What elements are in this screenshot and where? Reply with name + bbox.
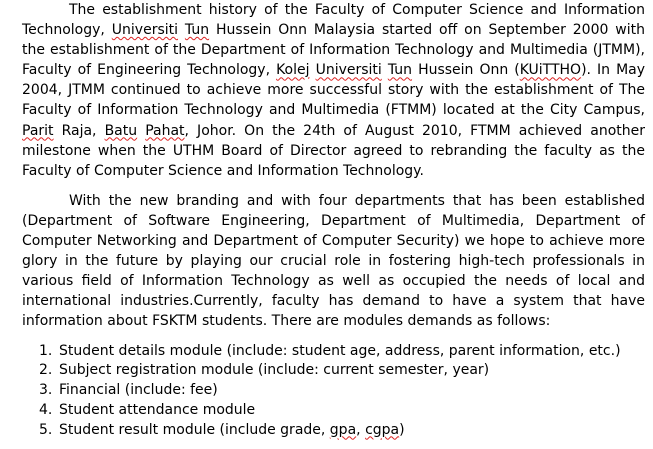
list-number: 4. — [39, 401, 53, 418]
paragraph-branding: With the new branding and with four departments that has been established (Department of Software Engineering, Department of Multimedia, Department of Computer Networking and Department of Computer Security) we hope to achieve more glory in the future by playing our crucial role in fostering high-tech professionals in various field of Information Technology as well as occupied the needs of local and international industries.Currently, faculty has demand to have a system that have information about FSKTM students. There are modules demands as follows: — [22, 192, 645, 330]
spellcheck-flagged-word[interactable]: Tun — [387, 62, 413, 79]
list-item-text: Student details module (include: student age, address, parent information, etc.) — [59, 342, 621, 359]
list-number: 5. — [39, 421, 53, 438]
spellcheck-flagged-word[interactable]: Universiti — [111, 22, 179, 39]
list-number: 2. — [39, 362, 53, 379]
list-item — [22, 361, 645, 381]
list-item-text: Financial (include: fee) — [59, 382, 218, 399]
list-item-text: Student attendance module — [59, 401, 256, 418]
spellcheck-flagged-word[interactable]: Universiti — [315, 62, 382, 79]
spellcheck-flagged-word[interactable]: Tun — [184, 22, 210, 39]
list-item — [22, 342, 645, 362]
list-number: 3. — [39, 382, 53, 399]
module-list — [22, 342, 645, 441]
list-item-text: Subject registration module (include: current semester, year) — [59, 362, 490, 379]
spellcheck-flagged-word[interactable]: Parit — [22, 122, 54, 139]
document-body[interactable] — [22, 0, 645, 440]
spellcheck-flagged-word[interactable]: Kolej — [276, 62, 310, 79]
spellcheck-flagged-word[interactable]: KUiTTHO — [519, 62, 582, 79]
spellcheck-flagged-word[interactable]: Pahat — [145, 122, 185, 139]
spellcheck-flagged-word[interactable]: cgpa — [365, 421, 400, 438]
list-item — [22, 381, 645, 401]
spellcheck-flagged-word[interactable]: gpa — [329, 421, 357, 438]
list-item — [22, 401, 645, 421]
spellcheck-flagged-word[interactable]: Batu — [104, 122, 138, 139]
list-item-text: Student result module (include grade, gpa, cgpa) — [59, 421, 405, 438]
list-number: 1. — [39, 342, 53, 359]
paragraph-history: The establishment history of the Faculty of Computer Science and Information Technology, Universiti Tun Hussein Onn Malaysia started off on September 2000 with the establishment of the Department of Information Technology and Multimedia (JTMM), Faculty of Engineering Technology, Kolej Universiti Tun Hussein Onn (KUiTTHO). In May 2004, JTMM continued to achieve more successful story with the establishment of The Faculty of Information Technology and Multimedia (FTMM) located at the City Campus, Parit Raja, Batu Pahat, Johor. On the 24th of August 2010, FTMM achieved another milestone when the UTHM Board of Director agreed to rebranding the faculty as the Faculty of Computer Science and Information Technology. — [22, 2, 646, 179]
list-item — [22, 421, 645, 441]
